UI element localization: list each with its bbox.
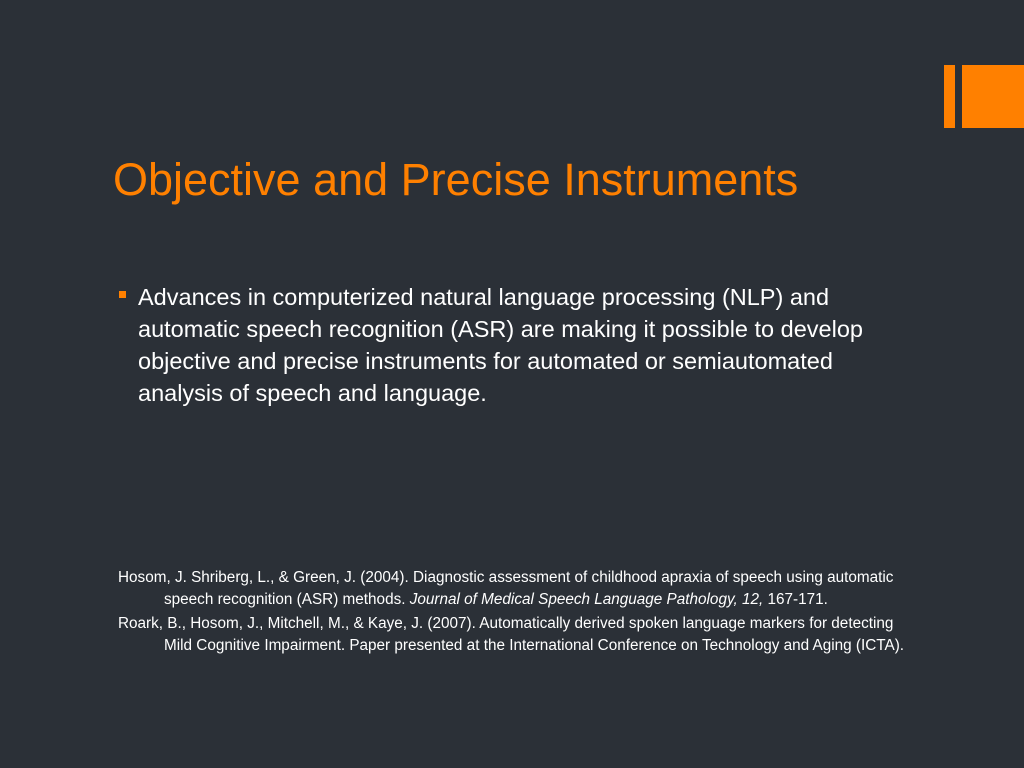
accent-bar-thick — [962, 65, 1024, 128]
reference-item — [118, 613, 918, 657]
square-bullet-icon — [119, 291, 126, 298]
bullet-list — [118, 281, 908, 409]
reference-text: Hosom, J. Shriberg, L., & Green, J. (2004). Diagnostic assessment of childhood apraxia of speech using automatic speech recognition (ASR) methods. — [118, 569, 894, 608]
references — [118, 567, 918, 659]
reference-item — [118, 567, 918, 611]
accent-bar-thin — [944, 65, 955, 128]
reference-journal: Journal of Medical Speech Language Pathology, 12, — [409, 591, 764, 608]
slide-title: Objective and Precise Instruments — [113, 154, 799, 205]
reference-text: Roark, B., Hosom, J., Mitchell, M., & Kaye, J. (2007). Automatically derived spoken language markers for detecting Mild Cognitive Impairment. Paper presented at the International Conference on Technology and Aging (ICTA). — [118, 615, 905, 654]
bullet-item — [118, 281, 908, 409]
reference-pages: 167-171. — [763, 591, 828, 608]
bullet-text: Advances in computerized natural language processing (NLP) and automatic speech recognition (ASR) are making it possible to develop objective and precise instruments for automated or semiautomated analysis of speech and language. — [138, 284, 863, 406]
